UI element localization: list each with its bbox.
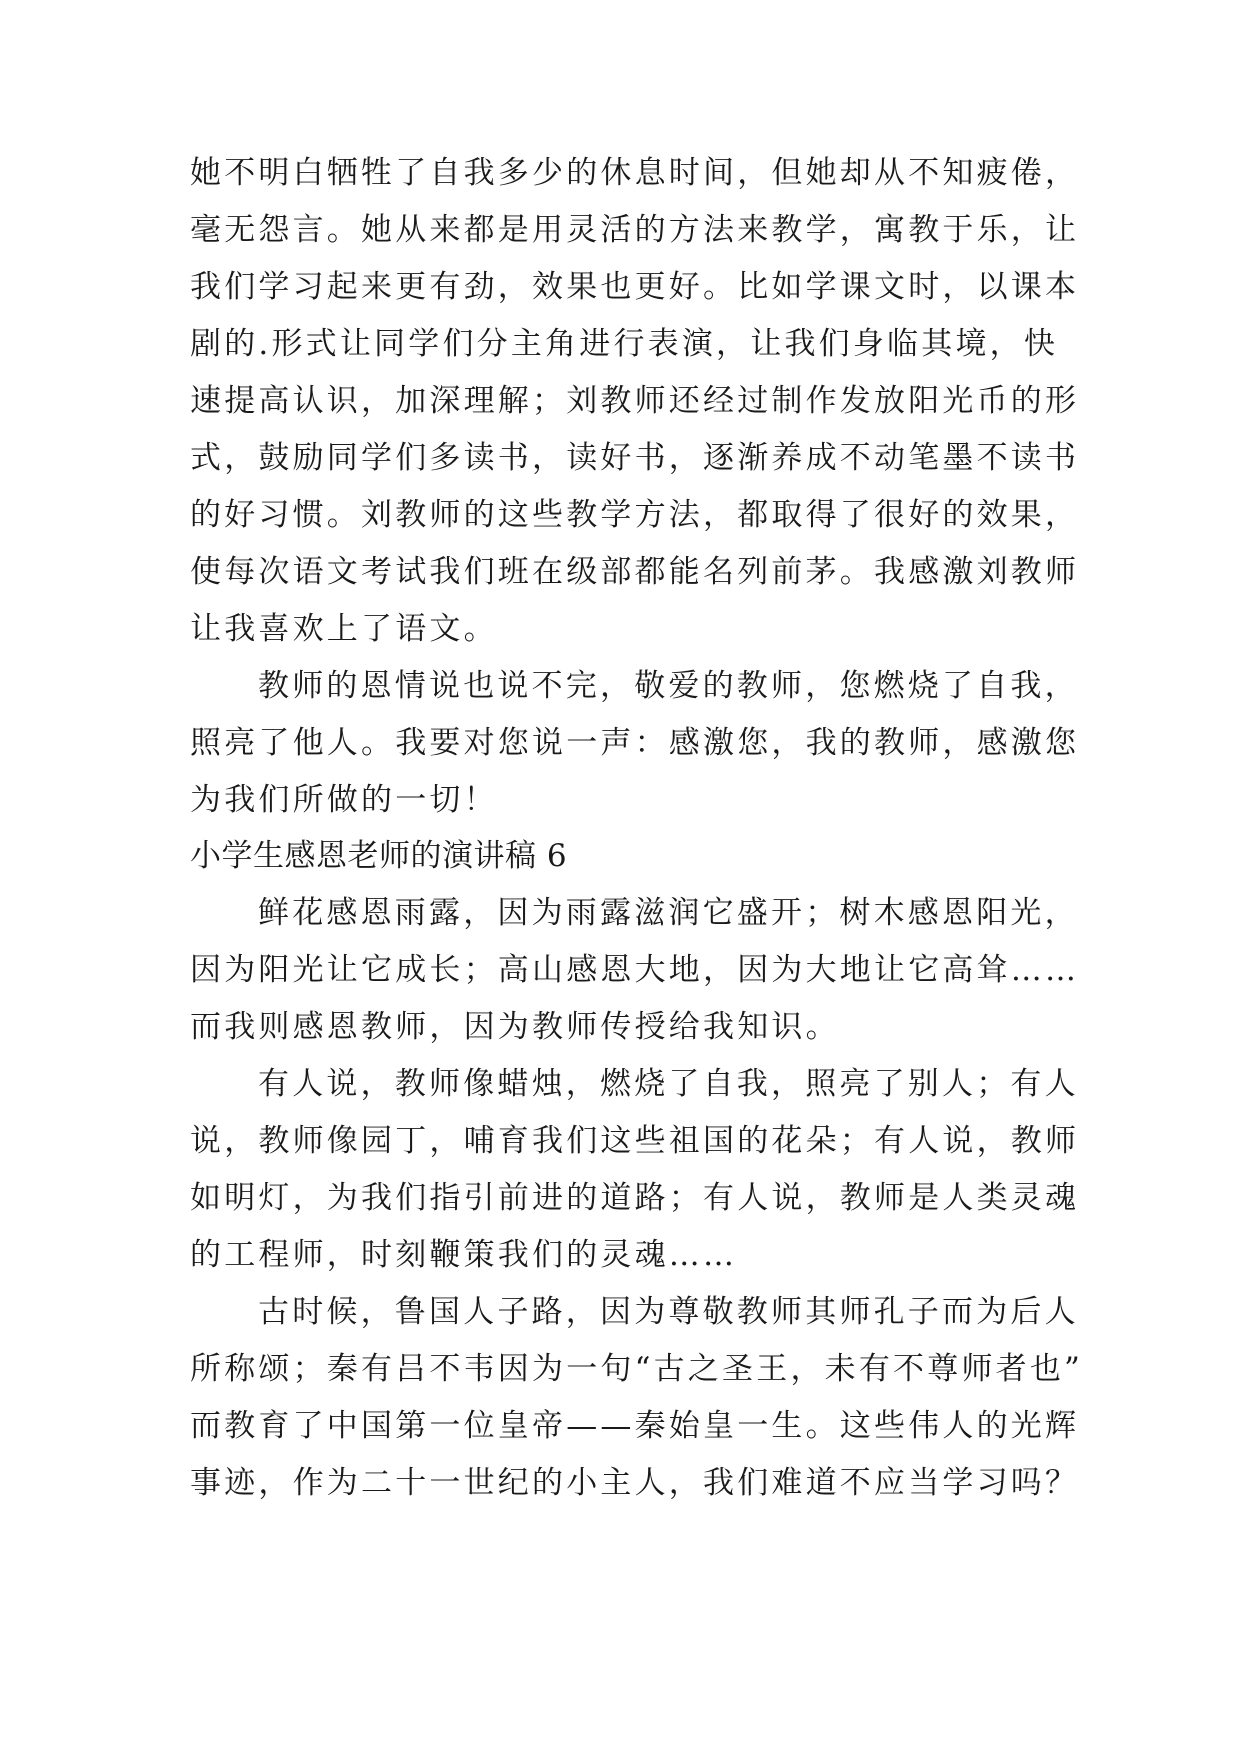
paragraph-line: 鲜花感恩雨露，因为雨露滋润它盛开；树木感恩阳光， xyxy=(258,895,1079,931)
paragraph-line: 教师的恩情说也说不完，敬爱的教师，您燃烧了自我， xyxy=(258,668,1079,704)
section-heading: 小学生感恩老师的演讲稿 6 xyxy=(190,838,568,874)
paragraph-line: 而教育了中国第一位皇帝——秦始皇一生。这些伟人的光辉 xyxy=(190,1408,1080,1444)
paragraph-line: 说，教师像园丁，哺育我们这些祖国的花朵；有人说，教师 xyxy=(190,1123,1080,1159)
paragraph-line: 为我们所做的一切！ xyxy=(190,782,498,818)
paragraph-line: 事迹，作为二十一世纪的小主人，我们难道不应当学习吗？ xyxy=(190,1465,1080,1501)
paragraph-line: 使每次语文考试我们班在级部都能名列前茅。我感激刘教师 xyxy=(190,554,1080,590)
paragraph-line: 速提高认识，加深理解；刘教师还经过制作发放阳光币的形 xyxy=(190,383,1080,419)
paragraph-line: 所称颂；秦有吕不韦因为一句“古之圣王，未有不尊师者也” xyxy=(190,1351,1084,1387)
paragraph-line: 剧的.形式让同学们分主角进行表演，让我们身临其境，快 xyxy=(190,326,1059,362)
paragraph-line: 如明灯，为我们指引前进的道路；有人说，教师是人类灵魂 xyxy=(190,1180,1080,1216)
paragraph-line: 的好习惯。刘教师的这些教学方法，都取得了很好的效果， xyxy=(190,497,1080,533)
paragraph-line: 古时候，鲁国人子路，因为尊敬教师其师孔子而为后人 xyxy=(258,1294,1079,1330)
paragraph-line: 她不明白牺牲了自我多少的休息时间，但她却从不知疲倦， xyxy=(190,155,1080,191)
paragraph-line: 有人说，教师像蜡烛，燃烧了自我，照亮了别人；有人 xyxy=(258,1066,1079,1102)
paragraph-line: 因为阳光让它成长；高山感恩大地，因为大地让它高耸…… xyxy=(190,952,1080,988)
paragraph-line: 的工程师，时刻鞭策我们的灵魂…… xyxy=(190,1237,738,1273)
paragraph-line: 而我则感恩教师，因为教师传授给我知识。 xyxy=(190,1009,840,1045)
paragraph-line: 式，鼓励同学们多读书，读好书，逐渐养成不动笔墨不读书 xyxy=(190,440,1080,476)
paragraph-line: 我们学习起来更有劲，效果也更好。比如学课文时，以课本 xyxy=(190,269,1080,305)
paragraph-line: 照亮了他人。我要对您说一声：感激您，我的教师，感激您 xyxy=(190,725,1080,761)
paragraph-line: 让我喜欢上了语文。 xyxy=(190,611,498,647)
paragraph-line: 毫无怨言。她从来都是用灵活的方法来教学，寓教于乐，让 xyxy=(190,212,1080,248)
